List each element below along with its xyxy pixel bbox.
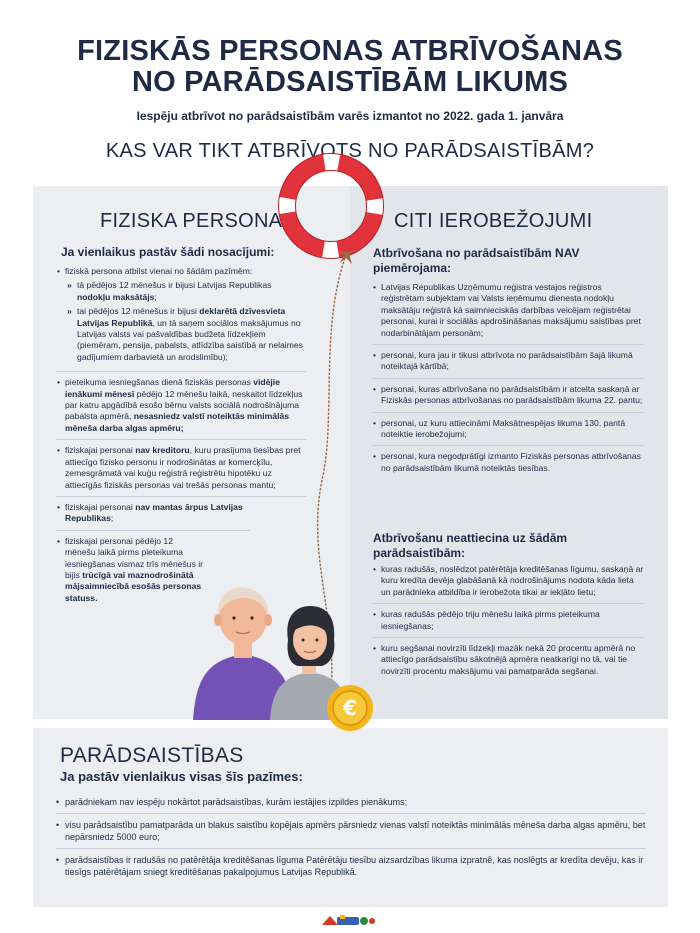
sub-list-item: » tā pēdējos 12 mēnešus ir bijusi Latvijas Republikas nodokļu maksātājs; xyxy=(65,280,306,303)
list-item: • parādsaistības ir radušās no patērētāja kreditēšanas līguma Patērētāju tiesību aizsardzības likuma izpratnē, kas noslēgts ar kredīta devēju, kas ir tiesīgs patērētājam sniegt kreditēšanas pakalpojumus Latvijas Republikā. xyxy=(56,854,646,883)
right-subheading-1: Atbrīvošana no parādsaistībām NAV piemērojama: xyxy=(373,246,580,275)
right-excluded-debts-list xyxy=(372,564,644,687)
sub-list-item: » tai pēdējos 12 mēnešus ir bijusi deklarētā dzīvesvieta Latvijas Republikā, un tā saņem sociālos maksājumus no Latvijas valsts vai pašvaldības budžeta līdzekļiem (piemēram, pensija, pabalsts, atlīdzība saistībā ar nelaimes gadījumiem darbavietā un arodslimību); xyxy=(65,306,306,363)
debt-criteria-list xyxy=(56,796,646,888)
list-item: • personai, kuras atbrīvošana no parādsaistībām ir atcelta saskaņā ar Fiziskās personas atbrīvošanas no parādsaistībām likuma 22. pantu; xyxy=(372,384,644,413)
list-item: • pieteikuma iesniegšanas dienā fiziskās personas vidējie ienākumi mēnesī pēdējo 12 mēnešu laikā, neskaitot līdzekļus par katru apgādībā esošo bērnu valsts sociālā nodrošinājuma pabalsta apmērā, nesasniedz valstī noteiktās minimālās mēneša darba algas apmēru; xyxy=(56,377,306,440)
euro-coin-icon xyxy=(325,683,375,733)
list-item: • personai, kura negodprātīgi izmanto Fiziskās personas atbrīvošanas no parādsaistībām likumā noteiktās tiesības. xyxy=(372,451,644,479)
right-not-applicable-list xyxy=(372,282,644,484)
list-item: • personai, uz kuru attiecināmi Maksātnespējas likuma 130. pantā noteiktie ierobežojumi; xyxy=(372,418,644,447)
bottom-heading: PARĀDSAISTĪBAS xyxy=(60,744,244,767)
list-item: • fiziskajai personai pēdējo 12 mēnešu laikā pirms pieteikuma iesniegšanas vismaz trīs mēnešus ir bijis trūcīgā vai maznodrošinātā mājsaimniecībā esošās personas statuss. xyxy=(56,536,205,609)
title-line-1: FIZISKĀS PERSONAS ATBRĪVOŠANAS xyxy=(77,35,623,67)
section-question: KAS VAR TIKT ATBRĪVOTS NO PARĀDSAISTĪBĀM? xyxy=(105,140,595,162)
right-heading: CITI IEROBEŽOJUMI xyxy=(394,210,593,232)
left-intro: Ja vienlaikus pastāv šādi nosacījumi: xyxy=(61,245,275,259)
list-item: • fiziskā persona atbilst vienai no šādām pazīmēm: » tā pēdējos 12 mēnešus ir bijusi Latvijas Republikas nodokļu maksātājs; » tai pēdējos 12 mēnešus ir bijusi deklarētā dzīvesvieta Latvijas Republikā, un tā saņem sociālos maksājumus no Latvijas valsts vai pašvaldības budžeta līdzekļiem (piemēram, pensija, pabalsts, atlīdzība saistībā ar nelaimes gadījumiem darbavietā un arodslimību); xyxy=(56,266,306,372)
lifebuoy-icon xyxy=(279,154,384,259)
right-subheading-2: Atbrīvošanu neattiecina uz šādām parādsaistībām: xyxy=(373,531,568,560)
svg-text:€: € xyxy=(343,696,357,720)
title-line-2: NO PARĀDSAISTĪBĀM LIKUMS xyxy=(131,66,569,98)
left-conditions-list xyxy=(56,266,306,614)
list-item: • visu parādsaistību pamatparāda un blakus saistību kopējais apmērs pārsniedz vienas valstī noteiktās minimālās mēneša darba algas apmēru, bet nepārsniedz 5000 euro; xyxy=(56,819,646,849)
logo-icon xyxy=(320,912,378,928)
list-item: • kuras radušās pēdējo triju mēnešu laikā pirms pieteikuma iesniegšanas; xyxy=(372,609,644,638)
bottom-intro: Ja pastāv vienlaikus visas šīs pazīmes: xyxy=(60,769,303,784)
left-heading: FIZISKA PERSONA xyxy=(100,210,283,232)
list-item: • parādniekam nav iespēju nokārtot parādsaistības, kurām iestājies izpildes pienākums; xyxy=(56,796,646,814)
list-item: • kuras radušās, noslēdzot patērētāja kreditēšanas līgumu, saskaņā ar kuru kredīta devēja glabāšanā kā nodrošinājums nodota kāda lieta un parādnieka atbildība ir ierobežota tikai ar iekļāto lietu; xyxy=(372,564,644,604)
list-item: • kuru segšanai novirzīti līdzekļi mazāk nekā 20 procentu apmērā no attiecīgo parādsaistību sākotnējā apmēra neatkarīgi no tā, vai tie novirzīti procentu maksājumu vai pamatparāda segšanai. xyxy=(372,643,644,682)
list-item: • Latvijas Republikas Uzņēmumu reģistra vestajos reģistros reģistrētam subjektam vai Valsts ieņēmumu dienesta nodokļu maksātāju reģistrā kā saimnieciskās darbības veicējam reģistrētai personai, kurai ir sociālās apdrošināšanas maksājumu saistības pret nodarbinātājam personām; xyxy=(372,282,644,345)
subtitle: Iespēju atbrīvot no parādsaistībām varēs izmantot no 2022. gada 1. janvāra xyxy=(136,109,564,123)
list-item: • fiziskajai personai nav kreditoru, kuru prasījuma tiesības pret attiecīgo fizisko personu ir nodrošinātas ar komercķīlu, zemesgrāmatā vai kuģu reģistrā reģistrētu hipotēku uz attiecīgās fiziskās personas vai trešās personas mantu; xyxy=(56,445,306,497)
list-item: • fiziskajai personai nav mantas ārpus Latvijas Republikas; xyxy=(56,502,250,531)
list-item: • personai, kura jau ir tikusi atbrīvota no parādsaistībām šajā likumā noteiktajā kārtībā; xyxy=(372,350,644,379)
